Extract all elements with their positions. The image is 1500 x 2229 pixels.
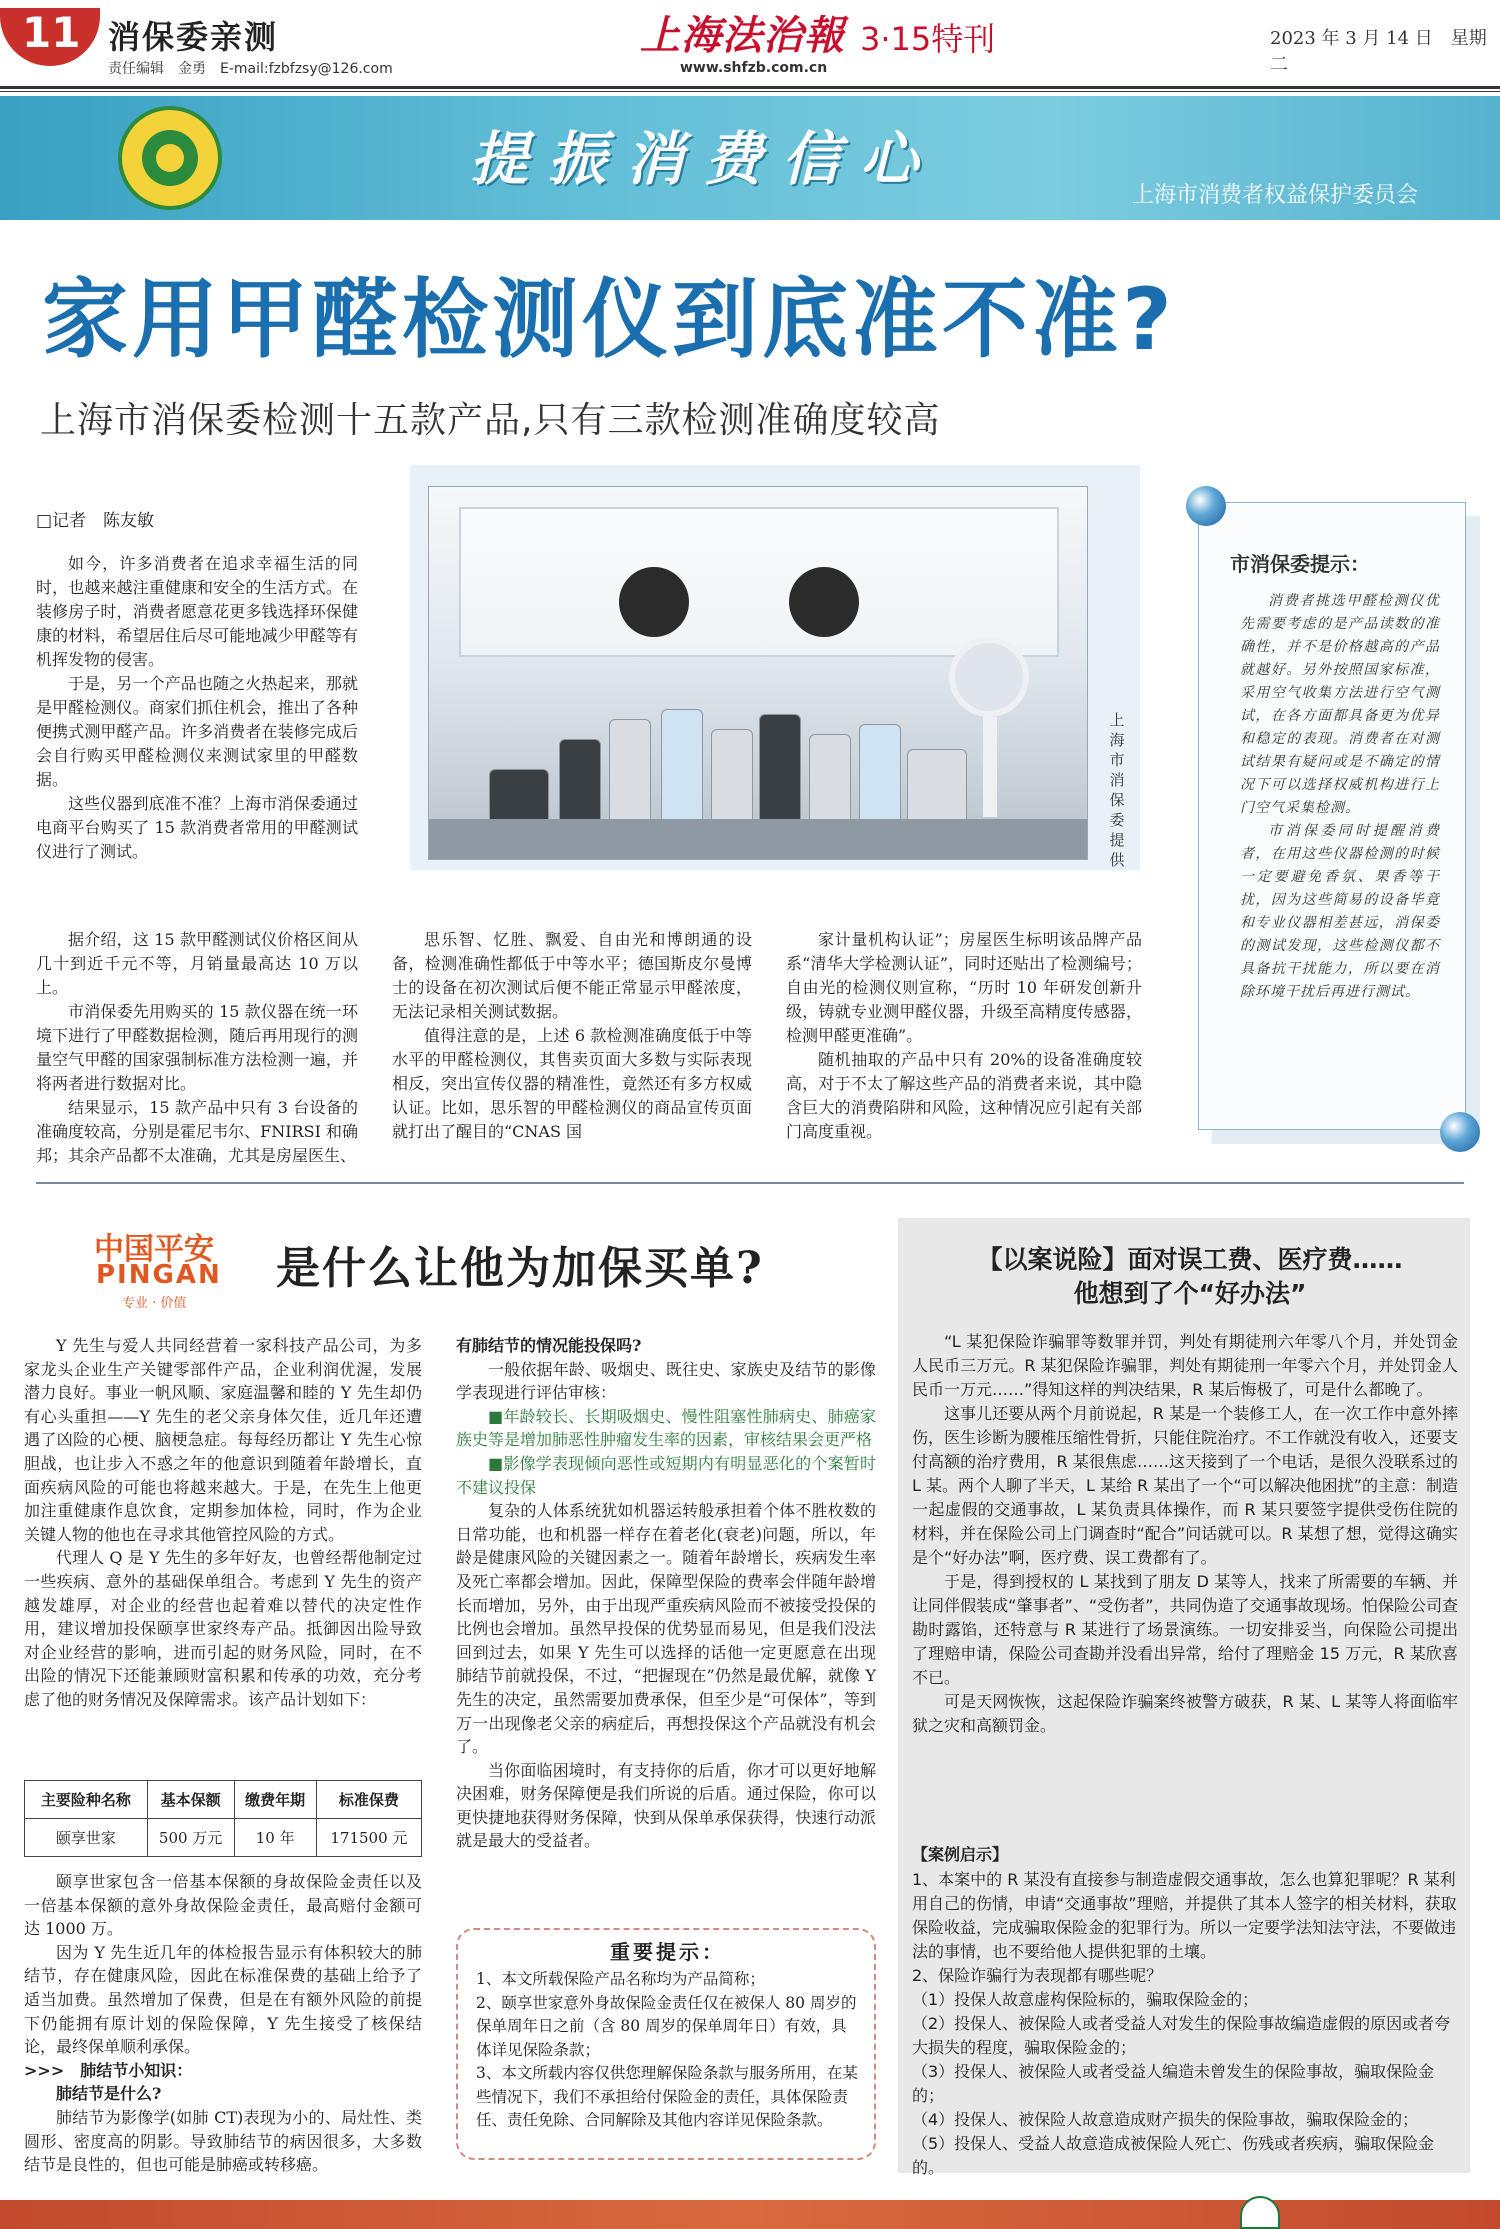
table-header: 基本保额 — [147, 1781, 234, 1819]
byline: □记者 陈友敏 — [36, 511, 155, 531]
device — [809, 734, 851, 829]
plan-table — [24, 1780, 422, 1857]
notice-body — [476, 1968, 862, 2133]
photo-credit: 上海市消保委提供 — [1109, 711, 1125, 869]
masthead-rule — [0, 86, 1500, 89]
section-title: 消保委亲测 — [108, 18, 279, 56]
paragraph: 思乐智、忆胜、飘爱、自由光和博朗通的设备，检测准确性都低于中等水平；德国斯皮尔曼博士的设备在初次测试后便不能正常显示甲醛浓度，无法记录相关测试数据。 — [392, 930, 752, 1021]
paragraph: 市消保委同时提醒消费者，在用这些仪器检测的时候一定要避免香氛、果香等干扰，因为这些简易的设备毕竟和专业仪器相差甚远，消保委的测试发现，这些检测仪都不具备抗干扰能力，所以要在消除环境干扰后再进行测试。 — [1240, 823, 1440, 1000]
notice-item: 3、本文所载内容仅供您理解保险条款与服务所用，在某些情况下，我们不承担给付保险金的责任，具体保险责任、责任免除、合同解除及其他内容详见保险条款。 — [476, 2064, 858, 2129]
bullet-point: ■年龄较长、长期吸烟史、慢性阻塞性肺病史、肺癌家族史等是增加肺恶性肿瘤发生率的因素，审核结果会更严格 — [456, 1406, 876, 1450]
tip-body — [1240, 590, 1440, 1004]
notice-item: 1、本文所载保险产品名称均为产品简称； — [476, 1970, 765, 1988]
article1-column-3 — [392, 928, 752, 1144]
hint-line: （2）投保人、被保险人或者受益人对发生的保险事故编造虚假的原因或者夸大损失的程度，骗取保险金的； — [912, 2014, 1451, 2057]
suction-cup — [789, 567, 859, 637]
hint-line: （1）投保人故意虚构保险标的，骗取保险金的； — [912, 1990, 1259, 2009]
table-cell: 171500 元 — [316, 1819, 421, 1857]
paragraph: 家计量机构认证”；房屋医生标明该品牌产品系“清华大学检测认证”，同时还贴出了检测编号；自由光的检测仪则宣称，“历时 10 年研发创新升级，铸就专业测甲醛仪器，升级至高精度传感器，检测甲醛更准确”。 — [786, 930, 1142, 1045]
article-headline: 家用甲醛检测仪到底准不准? — [42, 270, 1176, 370]
device — [907, 749, 967, 829]
table-header-row — [25, 1781, 422, 1819]
section-banner — [0, 96, 1500, 220]
pingan-logo-en: PINGAN — [96, 1260, 222, 1290]
paragraph: 可是天网恢恢，这起保险诈骗案终被警方破获，R 某、L 某等人将面临牢狱之灾和高额罚金。 — [912, 1692, 1458, 1735]
table-row — [25, 1819, 422, 1857]
table-cell: 500 万元 — [147, 1819, 234, 1857]
masthead-rule-thin — [0, 91, 1500, 92]
paragraph: 于是，另一个产品也随之火热起来，那就是甲醛检测仪。商家们抓住机会，推出了各种便携式测甲醛产品。许多消费者在装修完成后会自行购买甲醛检测仪来测试家里的甲醛数据。 — [36, 674, 358, 789]
notice-title: 重要提示： — [610, 1940, 725, 1964]
masthead — [0, 0, 1500, 88]
paragraph: 代理人 Q 是 Y 先生的多年好友，也曾经帮他制定过一些疾病、意外的基础保单组合。考虑到 Y 先生的资产越发雄厚，对企业的经营也起着难以替代的决定性作用，建议增加投保颐享世家终寿产品。抵御因出险导致对企业经营的影响，进而引起的财务风险，同时，在不出险的情况下还能兼顾财富积累和传承的功效，充分考虑了他的财务情况及保障需求。该产品计划如下： — [24, 1548, 422, 1709]
hint-line: 2、保险诈骗行为表现都有哪些呢？ — [912, 1966, 1163, 1985]
paragraph: 颐享世家包含一倍基本保额的身故保险金责任以及一倍基本保额的意外身故保险金责任，最高赔付金额可达 1000 万。 — [24, 1872, 422, 1939]
paragraph: 一般依据年龄、吸烟史、既往史、家族史及结节的影像学表现进行评估审核： — [456, 1359, 876, 1403]
article2-title: 是什么让他为加保买单? — [276, 1243, 764, 1294]
paragraph: “L 某犯保险诈骗罪等数罪并罚，判处有期徒刑六年零八个月，并处罚金人民币三万元。R 某犯保险诈骗罪，判处有期徒刑一年零六个月，并处罚金人民币一万元……”得知这样的判决结果，R 某后悔极了，可是什么都晚了。 — [912, 1332, 1458, 1399]
knowledge-title: >>> 肺结节小知识： — [24, 2060, 193, 2080]
hint-line: （3）投保人、被保险人或者受益人编造未曾发生的保险事故，骗取保险金的； — [912, 2062, 1435, 2105]
article2-column-2 — [456, 1334, 876, 1853]
article-subheadline: 上海市消保委检测十五款产品,只有三款检测准确度较高 — [40, 400, 941, 441]
article1-column-4 — [786, 928, 1142, 1144]
special-issue: 3·15特刊 — [860, 20, 996, 58]
case-title-line-2: 他想到了个“好办法” — [1073, 1279, 1307, 1308]
paragraph: 这事儿还要从两个月前说起，R 某是一个装修工人，在一次工作中意外摔伤，医生诊断为腰椎压缩性骨折，只能住院治疗。不工作就没有收入，还要支付高额的治疗费用，R 某很焦虑……这天接到了一个电话，是很久没联系过的 L 某。两个人聊了半天，L 某给 R 某出了一个“可以解决他困扰”的主意：制造一起虚假的交通事故，L 某负责具体操作，而 R 某只要签字提供受伤住院的材料，并在保险公司上门调查时“配合”问话就可以。R 某想了想，觉得这确实是个“好办法”啊，医疗费、误工费都有了。 — [912, 1404, 1458, 1567]
case-body — [912, 1330, 1458, 1738]
device — [609, 719, 651, 829]
paragraph: Y 先生与爱人共同经营着一家科技产品公司，为多家龙头企业生产关键零部件产品，企业利润优渥，发展潜力良好。事业一帆风顺、家庭温馨和睦的 Y 先生却仍有心头重担——Y 先生的老父亲身体欠佳，近几年还遭遇了凶险的心梗、脑梗急症。每每经历都让 Y 先生心惊胆战，也让步入不惑之年的他意识到随着年龄增长，直面疾病风险的可能也将越来越大。于是，在先生上他更加注重健康作息饮食，定期参加体检，同时，作为企业关键人物的他也在寻求其他管控风险的方式。 — [24, 1336, 422, 1544]
website[interactable]: www.shfzb.com.cn — [680, 60, 828, 76]
table-header: 标准保费 — [316, 1781, 421, 1819]
paragraph: 据介绍，这 15 款甲醛测试仪价格区间从几十到近千元不等，月销量最高达 10 万以上。 — [36, 930, 358, 997]
paper-name: 上海法治報 — [640, 12, 845, 59]
article-photo — [428, 486, 1088, 860]
decorative-ball-icon — [1440, 1112, 1480, 1152]
paragraph: 复杂的人体系统犹如机器运转般承担着个体不胜枚数的日常功能，也和机器一样存在着老化(衰老)问题，所以，年龄是健康风险的关键因素之一。随着年龄增长，疾病发生率及死亡率都会增加。因此，保障型保险的费率会伴随年龄增长而增加，另外，由于出现严重疾病风险而不被接受投保的比例也会增加。虽然早投保的优势显而易见，但是我们没法回到过去，如果 Y 先生可以选择的话他一定更愿意在出现肺结节前就投保，不过，“把握现在”仍然是最优解，就像 Y 先生的决定，虽然需要加费承保，但至少是“可保体”，等到万一出现像老父亲的病症后，再想投保这个产品就没有机会了。 — [456, 1501, 876, 1757]
device — [859, 724, 901, 829]
fan — [949, 637, 1029, 717]
paragraph: 于是，得到授权的 L 某找到了朋友 D 某等人，找来了所需要的车辆、并让同伴假装成“肇事者”、“受伤者”，共同伪造了交通事故现场。怕保险公司查勘时露馅，还特意与 R 某进行了场景演练。一切安排妥当，向保险公司提出了理赔申请，保险公司查勘并没看出异常，给付了理赔金 15 万元，R 某欣喜不已。 — [912, 1572, 1458, 1687]
device — [711, 729, 753, 829]
editor-line: 责任编辑 金勇 E-mail:fzbfzsy@126.com — [108, 61, 393, 77]
paragraph: 这些仪器到底准不准？上海市消保委通过电商平台购买了 15 款消费者常用的甲醛测试仪进行了测试。 — [36, 794, 358, 861]
article2-column-1b — [24, 1870, 422, 2177]
hint-line: （4）投保人、被保险人故意造成财产损失的保险事故，骗取保险金的； — [912, 2110, 1419, 2129]
notice-item: 2、颐享世家意外身故保险金责任仅在被保人 80 周岁的保单周年日之前（含 80 周岁的保单周年日）有效，具体详见保险条款； — [476, 1993, 857, 2059]
pingan-logo-cn: 中国平安 — [94, 1232, 214, 1267]
article1-column-2 — [36, 928, 358, 1168]
case-title-line-1: 【以案说险】面对误工费、医疗费…… — [977, 1245, 1403, 1274]
table-cell: 10 年 — [234, 1819, 316, 1857]
paragraph: 消费者挑选甲醛检测仪优先需要考虑的是产品读数的准确性，并不是价格越高的产品就越好。另外按照国家标准，采用空气收集方法进行空气测试，在各方面都具备更为优异和稳定的表现。消费者在对测试结果有疑问或是不确定的情况下可以选择权威机构进行上门空气采集检测。 — [1240, 593, 1440, 816]
pingan-slogan: 专业 · 价值 — [122, 1296, 187, 1311]
paragraph: 如今，许多消费者在追求幸福生活的同时，也越来越注重健康和安全的生活方式。在装修房子时，消费者愿意花更多钱选择环保健康的材料，希望居住后尽可能地减少甲醛等有机挥发物的侵害。 — [36, 554, 358, 669]
device — [559, 739, 601, 829]
device — [661, 709, 703, 829]
hint-line: 1、本案中的 R 某没有直接参与制造虚假交通事故，怎么也算犯罪呢？R 某利用自己的伤情，申请“交通事故”理赔，并提供了其本人签字的相关材料，获取保险收益，完成骗取保险金的犯罪行为。所以一定要学法知法守法，不要做违法的事情，也不要给他人提供犯罪的土壤。 — [912, 1870, 1457, 1961]
subheading: 有肺结节的情况能投保吗? — [456, 1336, 642, 1355]
table-header: 主要险种名称 — [25, 1781, 148, 1819]
device — [759, 714, 801, 829]
bullet-point: ■影像学表现倾向恶性或短期内有明显恶化的个案暂时不建议投保 — [456, 1453, 876, 1497]
suction-cup — [619, 567, 689, 637]
paragraph: 因为 Y 先生近几年的体检报告显示有体积较大的肺结节，存在健康风险，因此在标准保费的基础上给予了适当加费。虽然增加了保费，但是在有额外风险的前提下仍能拥有原计划的保险保障，Y 先生接受了核保结论，最终保单顺利承保。 — [24, 1942, 422, 2057]
banner-council: 上海市消费者权益保护委员会 — [1132, 183, 1419, 208]
acrylic-box — [459, 507, 1059, 657]
paragraph: 结果显示，15 款产品中只有 3 台设备的准确度较高，分别是霍尼韦尔、FNIRSI 和确邦；其余产品都不太准确，尤其是房屋医生、 — [36, 1098, 358, 1165]
fan-stand — [983, 717, 997, 817]
banner-slogan: 提振消费信心 — [470, 125, 939, 193]
case-hint-title: 【案例启示】 — [912, 1845, 1009, 1864]
case-hint-body — [912, 1868, 1458, 2180]
paragraph: 市消保委先用购买的 15 款仪器在统一环境下进行了甲醛数据检测，随后再用现行的测量空气甲醛的国家强制标准方法检测一遍，并将两者进行数据对比。 — [36, 1002, 358, 1093]
knowledge-question: 肺结节是什么? — [56, 2084, 162, 2104]
decorative-ball-icon — [1186, 486, 1226, 526]
paragraph: 值得注意的是，上述 6 款检测准确度低于中等水平的甲醛检测仪，其售卖页面大多数与实际表现相反，突出宣传仪器的精准性，竟然还有多方权威认证。比如，思乐智的甲醛检测仪的商品宣传页面就打出了醒目的“CNAS 国 — [392, 1026, 752, 1141]
tip-title: 市消保委提示： — [1230, 552, 1370, 576]
table-cell: 颐享世家 — [25, 1819, 148, 1857]
article1-column-1 — [36, 552, 358, 864]
shelf — [429, 819, 1088, 859]
paragraph: 肺结节为影像学(如肺 CT)表现为小的、局灶性、类圆形、密度高的阴影。导致肺结节的病因很多，大多数结节是良性的，但也可能是肺癌或转移癌。 — [24, 2107, 422, 2175]
table-header: 缴费年期 — [234, 1781, 316, 1819]
consumer-council-logo-icon — [118, 106, 222, 210]
hint-line: （5）投保人、受益人故意造成被保险人死亡、伤残或者疾病，骗取保险金的。 — [912, 2134, 1435, 2177]
page-number: 11 — [22, 8, 81, 57]
paragraph: 当你面临困境时，有支持你的后盾，你才可以更好地解决困难，财务保障便是我们所说的后盾。通过保险，你可以更快捷地获得财务保障，快到从保单承保获得，快速行动派就是最大的受益者。 — [456, 1760, 876, 1851]
section-divider — [36, 1182, 1464, 1184]
footer-emblem-icon — [1240, 2196, 1280, 2229]
issue-date: 2023 年 3 月 14 日 星期二 — [1270, 28, 1487, 75]
article2-column-1 — [24, 1334, 422, 1712]
paragraph: 随机抽取的产品中只有 20%的设备准确度较高，对于不太了解这些产品的消费者来说，其中隐含巨大的消费陷阱和风险，这种情况应引起有关部门高度重视。 — [786, 1050, 1142, 1141]
